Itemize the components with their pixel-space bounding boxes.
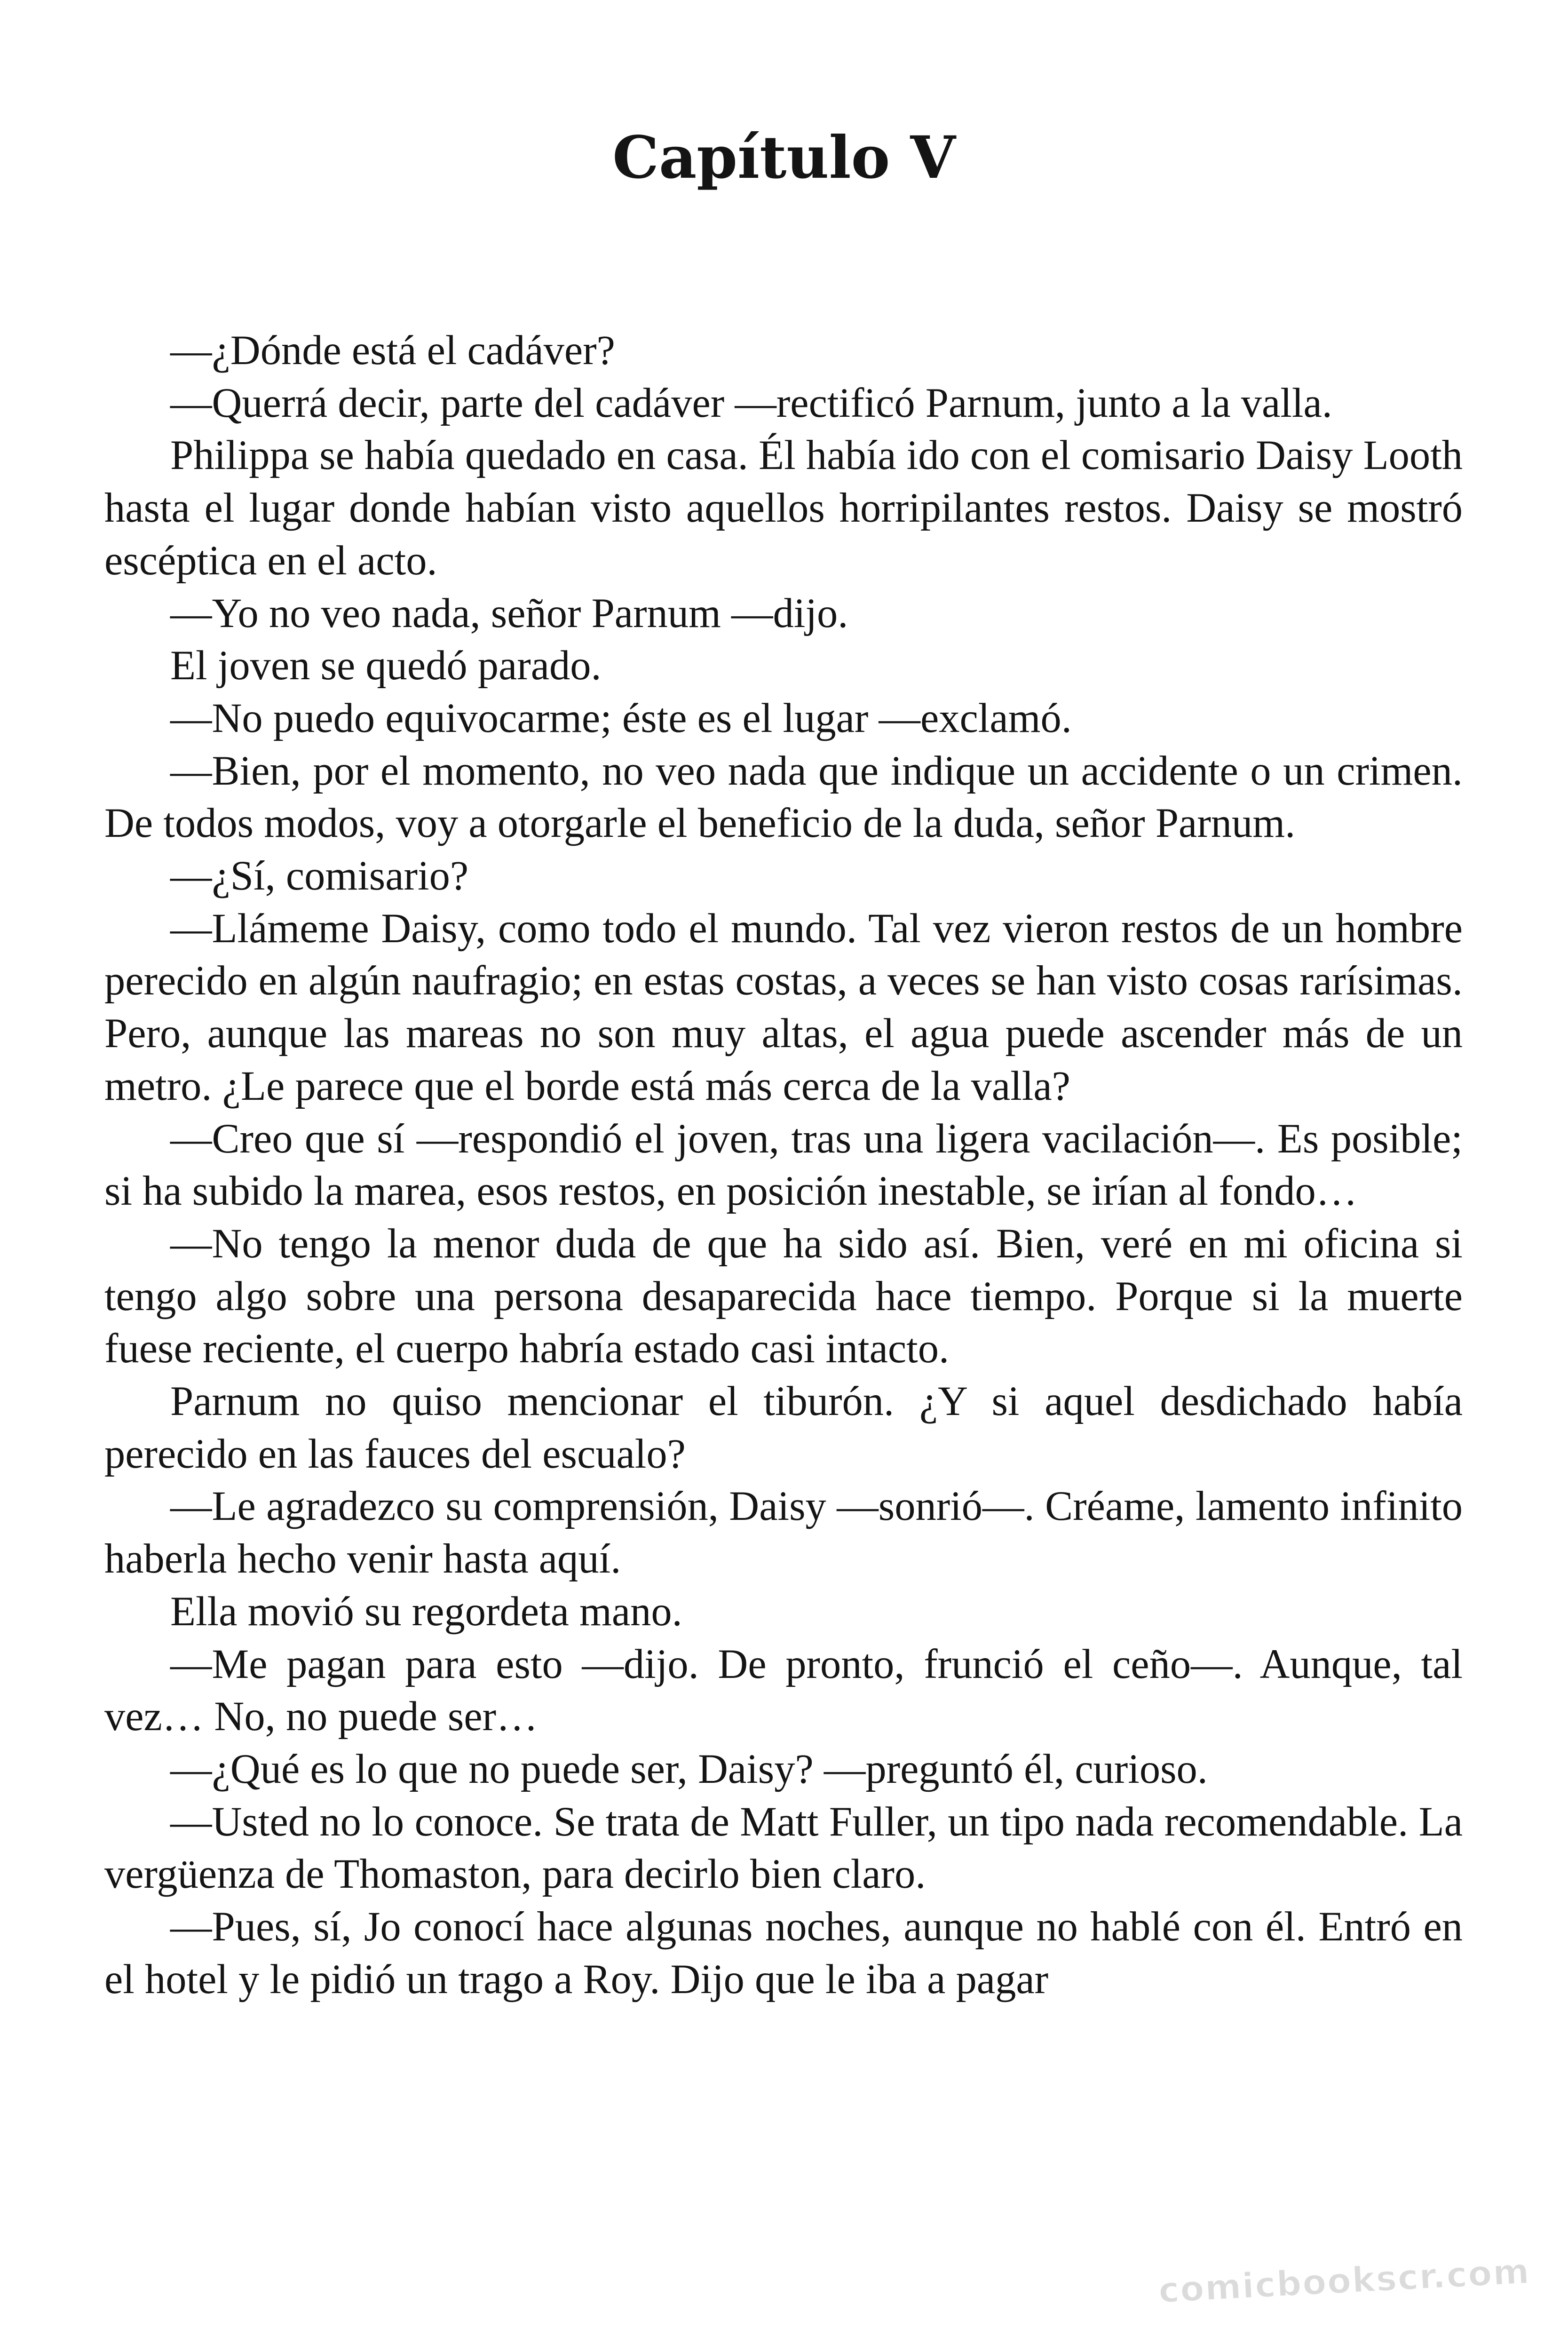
paragraph: —¿Sí, comisario?: [170, 853, 469, 899]
paragraph: —No tengo la menor duda de que ha sido así. Bien, veré en mi oficina si tengo algo sobre una persona desaparecida hace tiempo. Porque si la muerte fuese reciente, el cuerpo habría estado casi intacto.: [104, 1220, 1463, 1372]
paragraph: —Le agradezco su comprensión, Daisy —sonrió—. Créame, lamento infinito haberla hecho venir hasta aquí.: [104, 1483, 1463, 1582]
watermark: comicbookscr.com: [1157, 2251, 1531, 2311]
paragraph: —¿Qué es lo que no puede ser, Daisy? —preguntó él, curioso.: [170, 1746, 1208, 1792]
paragraph: Ella movió su regordeta mano.: [170, 1588, 682, 1635]
paragraph: —Yo no veo nada, señor Parnum —dijo.: [170, 590, 848, 636]
paragraph: Parnum no quiso mencionar el tiburón. ¿Y si aquel desdichado había perecido en las fauces del escualo?: [104, 1378, 1463, 1477]
paragraph: —Bien, por el momento, no veo nada que indique un accidente o un crimen. De todos modos, voy a otorgarle el beneficio de la duda, señor Parnum.: [104, 747, 1463, 847]
paragraph: —Llámeme Daisy, como todo el mundo. Tal vez vieron restos de un hombre perecido en algún naufragio; en estas costas, a veces se han visto cosas rarísimas. Pero, aunque las mareas no son muy altas, el agua puede ascender más de un metro. ¿Le parece que el borde está más cerca de la valla?: [104, 905, 1463, 1109]
paragraph: —Me pagan para esto —dijo. De pronto, frunció el ceño—. Aunque, tal vez… No, no puede ser…: [104, 1641, 1463, 1740]
paragraph: —¿Dónde está el cadáver?: [170, 327, 615, 373]
chapter-title: Capítulo V: [612, 124, 956, 192]
paragraph: El joven se quedó parado.: [170, 643, 602, 689]
chapter-body: [104, 325, 1463, 2006]
paragraph: —No puedo equivocarme; éste es el lugar —exclamó.: [170, 695, 1072, 741]
paragraph: —Creo que sí —respondió el joven, tras una ligera vacilación—. Es posible; si ha subido la marea, esos restos, en posición inestable, se irían al fondo…: [104, 1115, 1463, 1215]
paragraph: Philippa se había quedado en casa. Él había ido con el comisario Daisy Looth hasta el lugar donde habían visto aquellos horripilantes restos. Daisy se mostró escéptica en el acto.: [104, 432, 1463, 584]
paragraph: —Usted no lo conoce. Se trata de Matt Fuller, un tipo nada recomendable. La vergüenza de Thomaston, para decirlo bien claro.: [104, 1798, 1463, 1898]
paragraph: —Querrá decir, parte del cadáver —rectificó Parnum, junto a la valla.: [170, 380, 1332, 426]
paragraph: —Pues, sí, Jo conocí hace algunas noches, aunque no hablé con él. Entró en el hotel y le pidió un trago a Roy. Dijo que le iba a pagar: [104, 1904, 1463, 2002]
